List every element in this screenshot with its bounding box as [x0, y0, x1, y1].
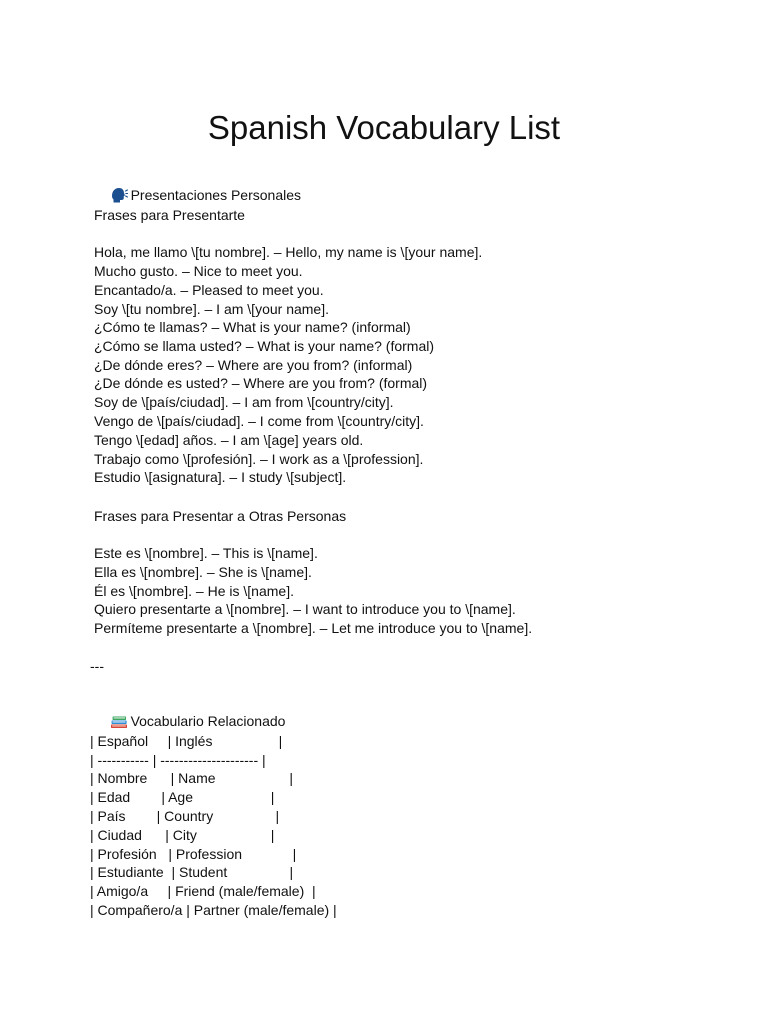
table-line: | Edad | Age | — [90, 789, 275, 805]
phrase-line: Tengo \[edad] años. – I am \[age] years old. — [94, 432, 364, 448]
phrase-line: Ella es \[nombre]. – She is \[name]. — [94, 564, 312, 580]
phrase-line: Estudio \[asignatura]. – I study \[subject]. — [94, 469, 347, 485]
phrase-line: ¿De dónde es usted? – Where are you from? (formal) — [94, 375, 428, 391]
table-line: | Ciudad | City | — [90, 827, 275, 843]
phrase-line: Él es \[nombre]. – He is \[name]. — [94, 583, 294, 599]
table-line: | Profesión | Profession | — [90, 846, 297, 862]
table-line: | Español | Inglés | — [90, 733, 283, 749]
phrase-line: ¿De dónde eres? – Where are you from? (informal) — [94, 357, 413, 373]
table-line: | Compañero/a | Partner (male/female) | — [90, 902, 337, 918]
section-separator: --- — [90, 658, 104, 674]
phrase-line: Vengo de \[país/ciudad]. – I come from \[country/city]. — [94, 413, 424, 429]
section-heading-text: Presentaciones Personales — [130, 187, 301, 203]
table-line: | País | Country | — [90, 808, 280, 824]
phrase-line: Quiero presentarte a \[nombre]. – I want to introduce you to \[name]. — [94, 601, 516, 617]
phrase-line: Soy \[tu nombre]. – I am \[your name]. — [94, 301, 329, 317]
table-line: | Amigo/a | Friend (male/female) | — [90, 883, 316, 899]
section-heading-text: Vocabulario Relacionado — [130, 713, 286, 729]
phrase-line: Trabajo como \[profesión]. – I work as a \[profession]. — [94, 451, 424, 467]
phrase-line: Mucho gusto. – Nice to meet you. — [94, 263, 303, 279]
speaking-head-icon — [110, 187, 128, 203]
subheading-otras-personas: Frases para Presentar a Otras Personas — [94, 508, 347, 524]
phrase-line: Encantado/a. – Pleased to meet you. — [94, 282, 324, 298]
books-icon — [110, 713, 128, 729]
page-title: Spanish Vocabulary List — [207, 109, 561, 146]
phrase-line: ¿Cómo te llamas? – What is your name? (informal) — [94, 319, 411, 335]
table-line: | Nombre | Name | — [90, 770, 294, 786]
subheading-presentarte: Frases para Presentarte — [94, 207, 245, 223]
table-line: | ----------- | --------------------- | — [90, 752, 266, 768]
phrase-line: Este es \[nombre]. – This is \[name]. — [94, 545, 318, 561]
phrase-line: Permíteme presentarte a \[nombre]. – Let me introduce you to \[name]. — [94, 620, 533, 636]
table-line: | Estudiante | Student | — [90, 864, 294, 880]
phrase-line: Soy de \[país/ciudad]. – I am from \[country/city]. — [94, 394, 394, 410]
phrase-line: Hola, me llamo \[tu nombre]. – Hello, my name is \[your name]. — [94, 244, 483, 260]
phrase-line: ¿Cómo se llama usted? – What is your name? (formal) — [94, 338, 435, 354]
